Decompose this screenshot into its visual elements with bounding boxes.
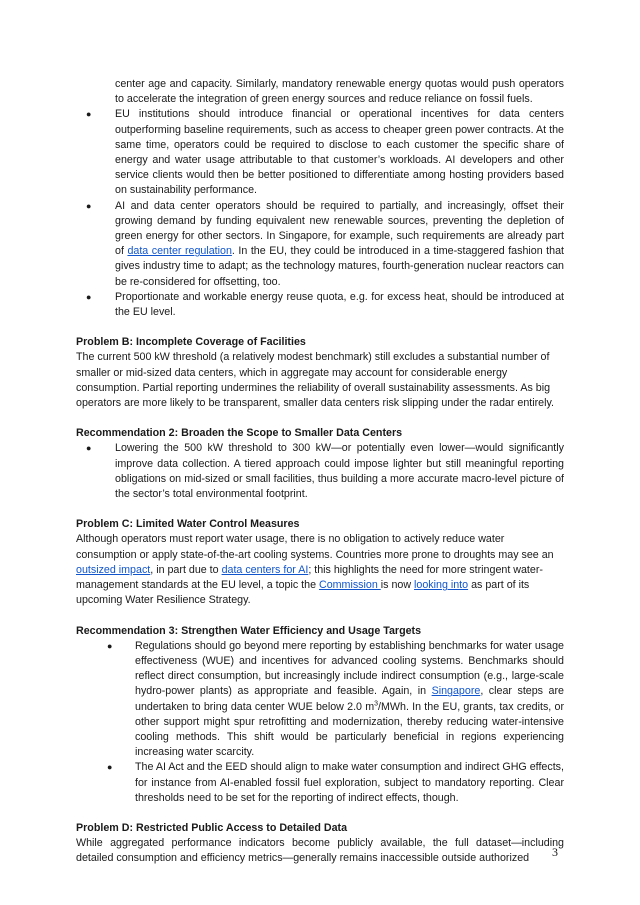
recommendation-2-list [76, 441, 564, 502]
list-item [76, 107, 564, 198]
spacer [76, 609, 564, 624]
data-center-regulation-link[interactable]: data center regulation [127, 245, 232, 258]
looking-into-link[interactable]: looking into [414, 579, 469, 592]
commission-link[interactable]: Commission [318, 579, 381, 592]
bullet-text-start: AI and data center operators should be required to partially, and increasingly, offset their growing demand by funding equivalent new renewable sources, preventing the depletion of green energy for other sectors. In Singapore, for example, such requirements are already part of [115, 199, 564, 258]
problem-c-body [76, 532, 564, 608]
policy-bullet-list [76, 107, 564, 320]
list-item [76, 290, 564, 320]
bullet-text: The AI Act and the EED should align to make water consumption and indirect GHG effects, for instance from AI-enabled fossil fuel exploration, subject to mandatory reporting. Clear thresholds need to be set for the reporting of indirect effects, though. [135, 761, 564, 804]
spacer [76, 320, 564, 335]
problem-b-body: The current 500 kW threshold (a relatively modest benchmark) still excludes a substantial number of smaller or mid-sized data centers, which in aggregate may account for considerable energy consumption. Partial reporting undermines the reliability of overall sustainability assessments. As big operators are more likely to be transparent, smaller data centers risk slipping under the radar entirely. [76, 351, 554, 410]
bullet-icon: ● [107, 640, 113, 651]
spacer [76, 411, 564, 426]
bullet-icon: ● [86, 200, 92, 211]
bullet-text-start: Regulations should go beyond mere reporting by establishing benchmarks for water usage effectiveness (WUE) and incentives for advanced cooling systems. Benchmarks should reflect direct consumption, but increasingly include indirect consumption (e.g., large-scale hydro-power plants) as appropriate and feasible. Again, in [135, 639, 564, 698]
problem-c-text: is now [380, 579, 415, 592]
recommendation-3-heading: Recommendation 3: Strengthen Water Efficiency and Usage Targets [76, 624, 422, 637]
list-item [76, 199, 564, 290]
spacer [76, 806, 564, 821]
problem-b-heading: Problem B: Incomplete Coverage of Facilities [76, 336, 306, 349]
bullet-text: Proportionate and workable energy reuse quota, e.g. for excess heat, should be introduced at the EU level. [115, 290, 564, 319]
bullet-icon: ● [86, 291, 92, 302]
recommendation-3-list [76, 639, 564, 806]
bullet-icon: ● [86, 443, 92, 454]
bullet-text-end: /MWh. In the EU, grants, tax credits, or other support might spur retrofitting and modernization, thereby reducing water-intensive cooling methods. This shift would be particularly beneficial in regions experiencing increasing water scarcity. [135, 700, 565, 759]
singapore-link[interactable]: Singapore [431, 685, 481, 698]
recommendation-2-heading: Recommendation 2: Broaden the Scope to Smaller Data Centers [76, 427, 403, 440]
problem-c-heading: Problem C: Limited Water Control Measures [76, 518, 300, 531]
list-item [76, 760, 564, 806]
bullet-icon: ● [86, 109, 92, 120]
problem-c-text: , in part due to [150, 563, 222, 576]
page-number: 3 [552, 845, 558, 859]
bullet-text: EU institutions should introduce financial or operational incentives for data centers outperforming baseline requirements, such as access to cheaper green power contracts. At the same time, operators could be required to disclose to each customer the specific share of energy and water usage attributable to that customer’s workloads. AI developers and other service clients would then be better positioned to differentiate among hosting providers based on sustainability performance. [115, 108, 564, 197]
problem-d-heading: Problem D: Restricted Public Access to Detailed Data [76, 821, 348, 834]
list-item [76, 441, 564, 502]
list-item [76, 639, 564, 761]
bullet-text-middle: , clear steps are undertaken to bring data center WUE below 2.0 m [135, 685, 564, 713]
problem-c-text: as part of its upcoming Water Resilience Strategy. [76, 579, 530, 607]
bullet-text-end: . In the EU, they could be introduced in a time-staggered fashion that gives industry time to adapt; as the technology matures, fourth-generation nuclear reactors can be re-considered for offsetting, too. [115, 245, 565, 288]
bullet-icon: ● [107, 762, 113, 773]
data-centers-for-ai-link[interactable]: data centers for AI [221, 563, 309, 576]
page-content [76, 77, 564, 867]
superscript: 3 [374, 699, 379, 707]
outsized-impact-link[interactable]: outsized impact [76, 563, 151, 576]
spacer [76, 502, 564, 517]
problem-d-body: While aggregated performance indicators become publicly available, the full dataset—including detailed consumption and efficiency metrics—generally remains inaccessible outside authorized [76, 837, 564, 865]
problem-c-text: ; this highlights the need for more stringent water-management standards at the EU level, a topic the [76, 563, 543, 592]
bullet-text: Lowering the 500 kW threshold to 300 kW—or potentially even lower—would significantly improve data collection. A tiered approach could impose lighter but still meaningful reporting obligations on mid-sized or small facilities, thus building a more accurate macro-level picture of the sector’s total environmental footprint. [115, 442, 564, 501]
bullet-continuation-text: center age and capacity. Similarly, mandatory renewable energy quotas would push operators to accelerate the integration of green energy sources and reduce reliance on fossil fuels. [115, 78, 564, 106]
problem-c-text: Although operators must report water usage, there is no obligation to actively reduce water consumption or apply state-of-the-art cooling systems. Countries more prone to droughts may see an [76, 533, 554, 561]
